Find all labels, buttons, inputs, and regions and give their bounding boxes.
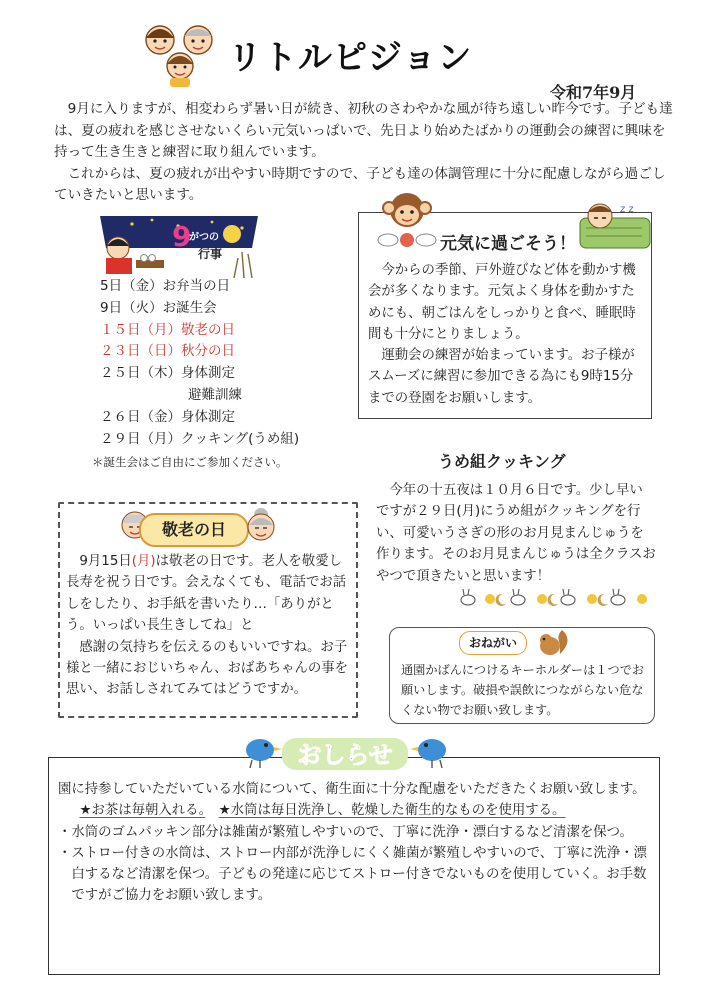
notice-paragraph: 園に持参していただいている水筒について、衛生面に十分な配慮をいただきたくお願い致します。	[58, 782, 646, 797]
family-faces-icon	[140, 18, 220, 88]
notice-title: おしらせ	[297, 741, 393, 769]
moon-rabbit-icon	[458, 588, 658, 608]
notice-bullet: ・ストロー付きの水筒は、ストロー内部が洗浄しにくく雑菌が繁殖しやすいので、丁寧に洗浄・漂白するなど清潔を保つ。子どもの発達に応じてストロー付きでないものを使用していく。お手数ですがご協力をお願い致します。	[58, 845, 647, 904]
banner-number: 9	[172, 220, 192, 253]
notice-stars	[58, 800, 656, 821]
bird-icon	[238, 730, 282, 770]
events-note: ＊誕生会はご自由にご参加ください。	[92, 455, 288, 469]
issue-date: 令和7年9月	[550, 83, 637, 102]
page-title: リトルピジョン	[228, 38, 473, 78]
keiro-date: 9月15日	[79, 554, 132, 569]
event-item: ２６日（金）身体測定	[100, 408, 235, 425]
event-item: ２３日（日）秋分の日	[100, 343, 235, 360]
onegai-title: おねがい	[468, 636, 517, 650]
sleeping-child-icon	[576, 198, 654, 254]
onegai-text: 通園かばんにつけるキーホルダーは１つでお願いします。破損や誤飲につながらない危なくない物でお願い致します。	[401, 663, 645, 717]
events-list	[100, 276, 299, 450]
event-item: ２５日（木）身体測定	[100, 365, 235, 382]
notice-text	[58, 779, 656, 907]
event-item: １５日（月）敬老の日	[100, 321, 235, 338]
intro-text	[54, 99, 674, 207]
ume-text: 今年の十五夜は１０月６日です。少し早いですが２９日(月)にうめ組がクッキングを行い、可愛いうさぎの形のお月見まんじゅうを作ります。そのお月見まんじゅうは全クラスおやつで頂きたいと思います！	[376, 483, 656, 584]
banner-small: がつの	[189, 232, 219, 243]
genki-paragraph: 運動会の練習が始まっています。お子様がスムーズに練習に参加できる為にも9時15分までの登園をお願いします。	[368, 348, 635, 406]
event-item: 9日（火）お誕生会	[100, 299, 217, 316]
notice-star-tea: ★お茶は毎朝入れる。	[79, 803, 206, 819]
genki-text	[368, 260, 646, 409]
intro-paragraph: 9月に入りますが、相変わらず暑い日が続き、初秋のさわやかな風が待ち遠しい昨今です。子ども達は、夏の疲れを感じさせないくらい元気いっぱいで、先日より始めたばかりの運動会の練習に興味を持って生き生きと練習に取り組んでいます。	[54, 101, 673, 160]
genki-title: 元気に過ごそう！	[440, 234, 576, 254]
genki-paragraph: 今からの季節、戸外遊びなど体を動かす機会が多くなります。元気よく身体を動かすためにも、朝ごはんをしっかりと食べ、睡眠時間も十分にとりましょう。	[368, 263, 636, 342]
grandmother-icon	[243, 505, 279, 545]
onegai-title-pill	[459, 631, 527, 655]
keiro-weekday: (月)	[131, 554, 156, 569]
night-sky-banner-icon	[92, 208, 264, 280]
event-item: 避難訓練	[188, 386, 242, 403]
notice-bullet: ・水筒のゴムパッキン部分は雑菌が繁殖しやすいので、丁寧に洗浄・漂白するなど清潔を保つ。	[58, 824, 633, 840]
keiro-title: 敬老の日	[161, 520, 226, 539]
squirrel-icon	[534, 626, 570, 658]
keiro-paragraph	[66, 551, 352, 637]
notice-title-banner	[280, 734, 410, 774]
keiro-text	[66, 551, 352, 701]
keiro-paragraph: 感謝の気持ちを伝えるのもいいですね。お子様と一緒におじいちゃん、おばあちゃんの事を思い、お話しされてみてはどうですか。	[66, 639, 349, 698]
ume-title: うめ組クッキング	[438, 452, 566, 471]
banner-word: 行事	[198, 247, 223, 261]
intro-paragraph: これからは、夏の疲れが出やすい時期ですので、子ども達の体調管理に十分に配慮しながら過ごしていきたいと思います。	[54, 165, 666, 203]
svg-text:z z: z z	[620, 204, 634, 215]
notice-star-wash: ★水筒は毎日洗浄し、乾燥した衛生的なものを使用する。	[218, 803, 566, 819]
event-item: ２９日（月）クッキング(うめ組)	[100, 430, 300, 447]
keiro-title-pill	[139, 513, 249, 547]
event-item: 5日（金）お弁当の日	[100, 278, 231, 294]
monkey-icon	[372, 188, 442, 254]
bird-icon	[410, 730, 454, 770]
keiro-body: は敬老の日です。老人を敬愛し長寿を祝う日です。会えなくても、電話でお話しをしたり、お手紙を書いたり…「ありがとう。いっぱい長生きしてね」と	[66, 554, 347, 634]
